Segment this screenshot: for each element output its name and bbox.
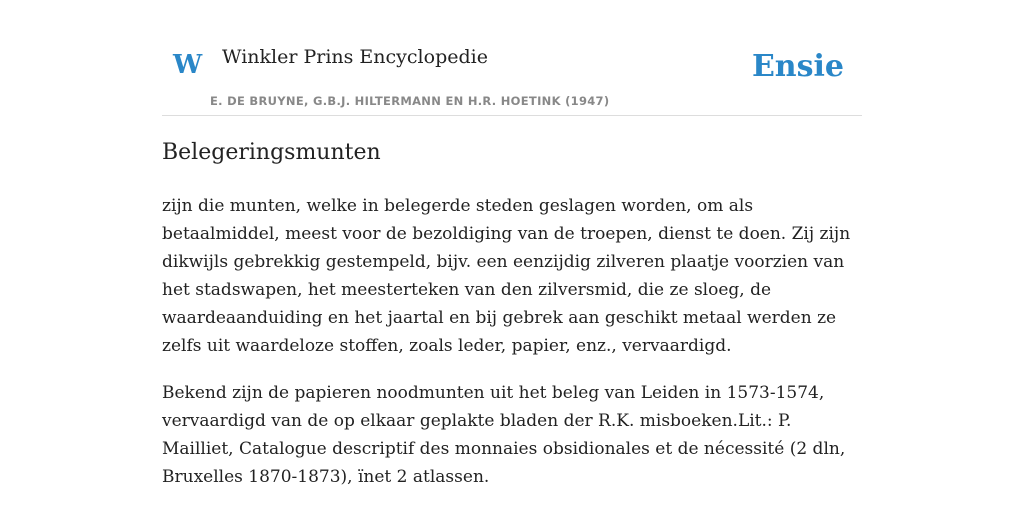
publication-title[interactable]: Winkler Prins Encyclopedie	[222, 46, 488, 68]
article-paragraph: zijn die munten, welke in belegerde steden geslagen worden, om als betaalmiddel, meest voor de bezoldiging van de troepen, dienst te doen. Zij zijn dikwijls gebrekkig gestempeld, bijv. een eenzijdig zilveren plaatje voorzien van het stadswapen, het meesterteken van den zilversmid, die ze sloeg, de waardeaanduiding en het jaartal en bij gebrek aan geschikt metaal werden ze zelfs uit waardeloze stoffen, zoals leder, papier, enz., vervaardigd.	[162, 196, 851, 356]
page-header	[162, 40, 862, 116]
article-title: Belegeringsmunten	[162, 140, 381, 165]
article-paragraph: Bekend zijn de papieren noodmunten uit het beleg van Leiden in 1573-1574, vervaardigd van de op elkaar geplakte bladen der R.K. misboeken.Lit.: P. Mailliet, Catalogue descriptif des monnaies obsidionales et de nécessité (2 dln, Bruxelles 1870-1873), ïnet 2 atlassen.	[162, 383, 846, 487]
publication-authors: E. DE BRUYNE, G.B.J. HILTERMANN EN H.R. HOETINK (1947)	[210, 94, 610, 108]
brand-logo[interactable]: Ensie	[751, 49, 844, 84]
publication-logo-icon[interactable]: W	[173, 50, 203, 80]
article-body	[162, 192, 862, 510]
